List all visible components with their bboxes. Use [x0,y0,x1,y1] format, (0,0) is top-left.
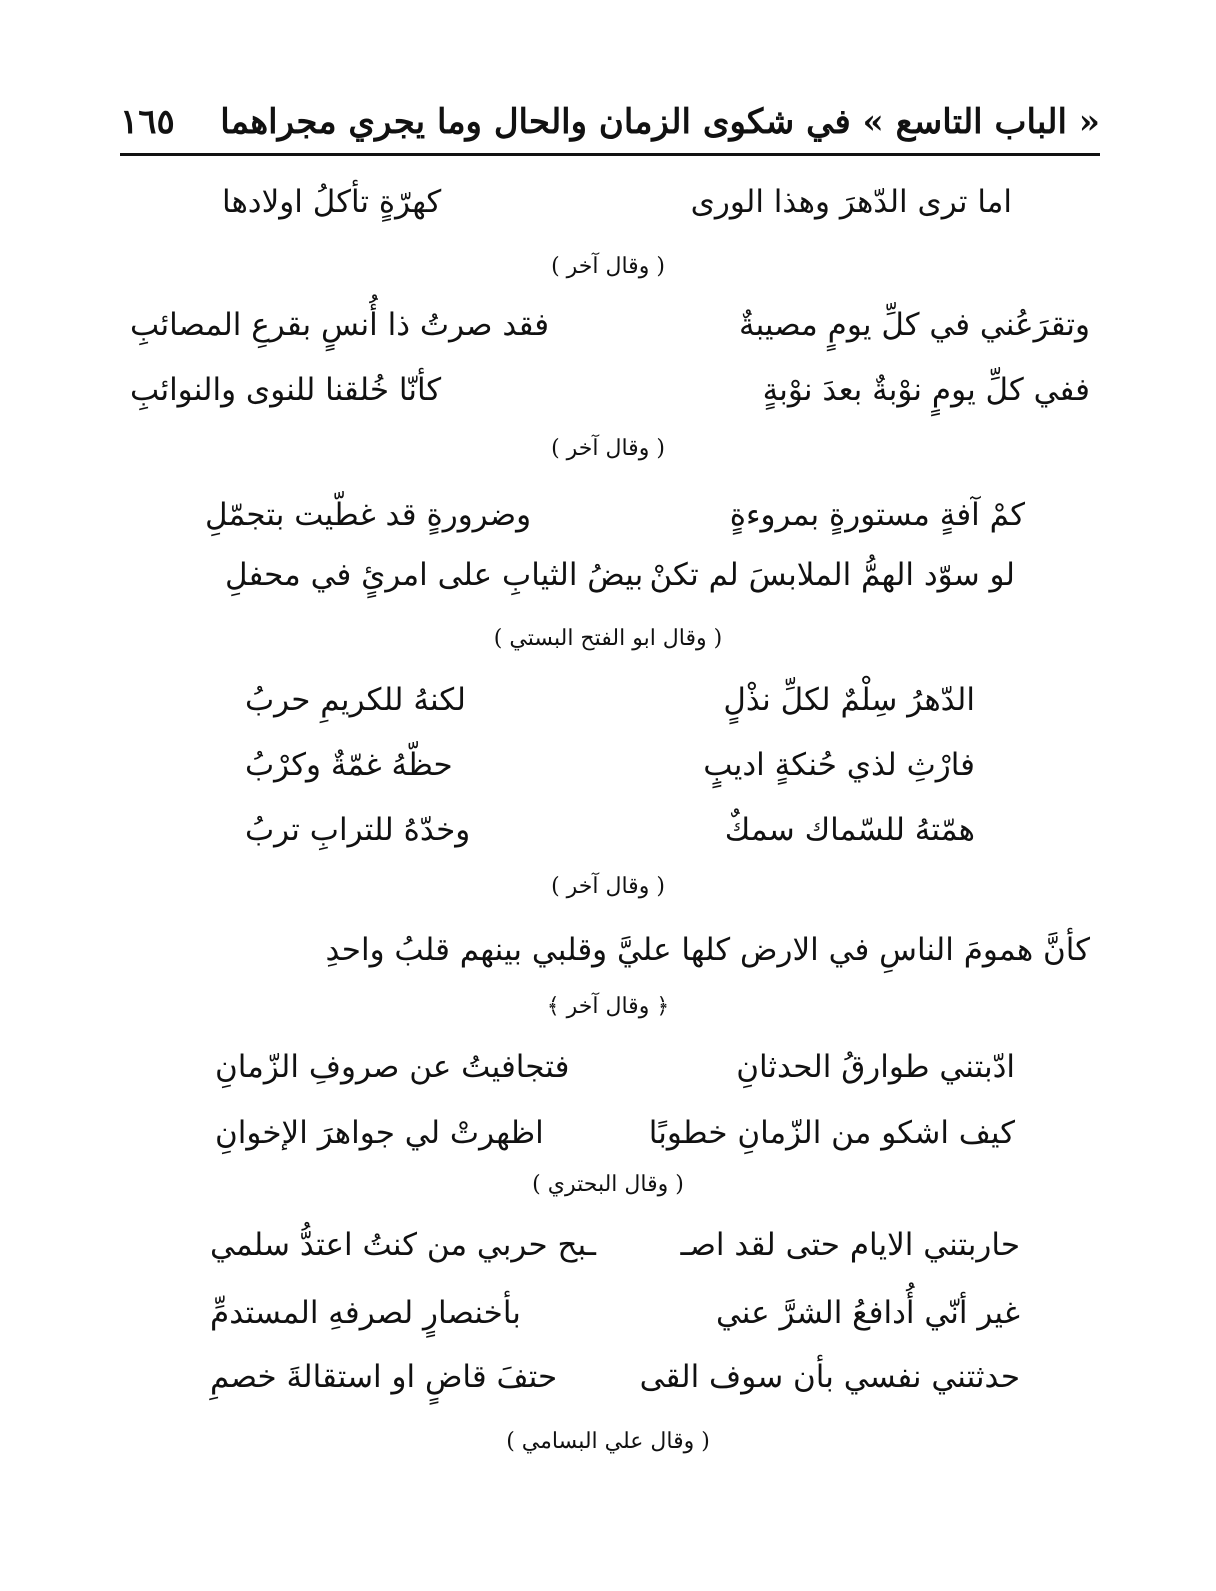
second-hemistich: وخدّهُ للترابِ تربُ [245,812,471,848]
second-hemistich: لكنهُ للكريمِ حربُ [245,682,466,718]
verse-text: كأنَّ همومَ الناسِ في الارض كلها عليَّ وقلبي بينهم قلبُ واحدِ [325,932,1090,968]
first-hemistich: وتقرَعُني في كلِّ يومٍ مصيبةٌ [738,307,1090,343]
poet-attribution: ﴿ وقال آخر ﴾ [546,994,670,1019]
poet-attribution: ( وقال آخر ) [551,436,665,461]
single-verse [130,925,1090,975]
page-number: ١٦٥ [120,102,175,142]
second-hemistich: ـبح حربي من كنتُ اعتدُّ سلمي [210,1227,596,1263]
first-hemistich: ادّبتني طوارقُ الحدثانِ [736,1049,1015,1085]
poet-attribution: ( وقال آخر ) [551,254,665,279]
second-hemistich: اظهرتْ لي جواهرَ الإخوانِ [215,1115,544,1151]
first-hemistich: الدّهرُ سِلْمٌ لكلِّ نذْلٍ [723,682,975,718]
header-rule [120,153,1100,156]
first-hemistich: ففي كلِّ يومٍ نوْبةٌ بعدَ نوْبةٍ [762,372,1090,408]
poet-attribution: ( وقال علي البسامي ) [506,1429,710,1454]
poet-attribution: ( وقال البحتري ) [532,1172,684,1197]
couplet [245,740,975,790]
first-hemistich: كمْ آفةٍ مستورةٍ بمروءةٍ [729,497,1025,533]
second-hemistich: بيضُ الثيابِ على امرئٍ في محفلِ [225,557,644,593]
first-hemistich: حاربتني الايام حتى لقد اصـ [680,1227,1020,1263]
second-hemistich: بأخنصارٍ لصرفهِ المستدمِّ [210,1295,521,1331]
poet-attribution: ( وقال آخر ) [551,874,665,899]
couplet [222,177,1012,227]
first-hemistich: كيف اشكو من الزّمانِ خطوبًا [648,1115,1015,1151]
second-hemistich: حتفَ قاضٍ او استقالةَ خصمِ [210,1359,558,1395]
second-hemistich: فتجافيتُ عن صروفِ الزّمانِ [215,1049,570,1085]
first-hemistich: حدثتني نفسي بأن سوف القى [639,1359,1020,1395]
second-hemistich: حظّهُ غمّةٌ وكرْبُ [245,747,453,783]
couplet [210,1352,1020,1402]
first-hemistich: غير أنّي أُدافعُ الشرَّ عني [715,1295,1020,1331]
couplet [245,805,975,855]
couplet [215,1108,1015,1158]
couplet [130,300,1090,350]
couplet [210,1220,1020,1270]
first-hemistich: فارْثِ لذي حُنكةٍ اديبٍ [703,747,975,783]
second-hemistich: كهرّةٍ تأكلُ اولادها [222,184,442,220]
first-hemistich: همّتهُ للسّماك سمكٌ [724,812,975,848]
second-hemistich: كأنّا خُلقنا للنوى والنوائبِ [130,372,442,408]
couplet [210,1288,1020,1338]
first-hemistich: اما ترى الدّهرَ وهذا الورى [690,184,1012,220]
couplet [130,365,1090,415]
poet-attribution: ( وقال ابو الفتح البستي ) [493,626,723,651]
first-hemistich: لو سوّد الهمُّ الملابسَ لم تكنْ [649,557,1015,593]
running-header [120,98,1100,146]
couplet [205,490,1025,540]
second-hemistich: وضرورةٍ قد غطّيت بتجمّلِ [205,497,532,533]
chapter-title: « الباب التاسع » في شكوى الزمان والحال وما يجري مجراهما [220,102,1100,142]
couplet [245,675,975,725]
couplet [215,1042,1015,1092]
second-hemistich: فقد صرتُ ذا أُنسٍ بقرعِ المصائبِ [130,307,550,343]
couplet [225,550,1015,600]
